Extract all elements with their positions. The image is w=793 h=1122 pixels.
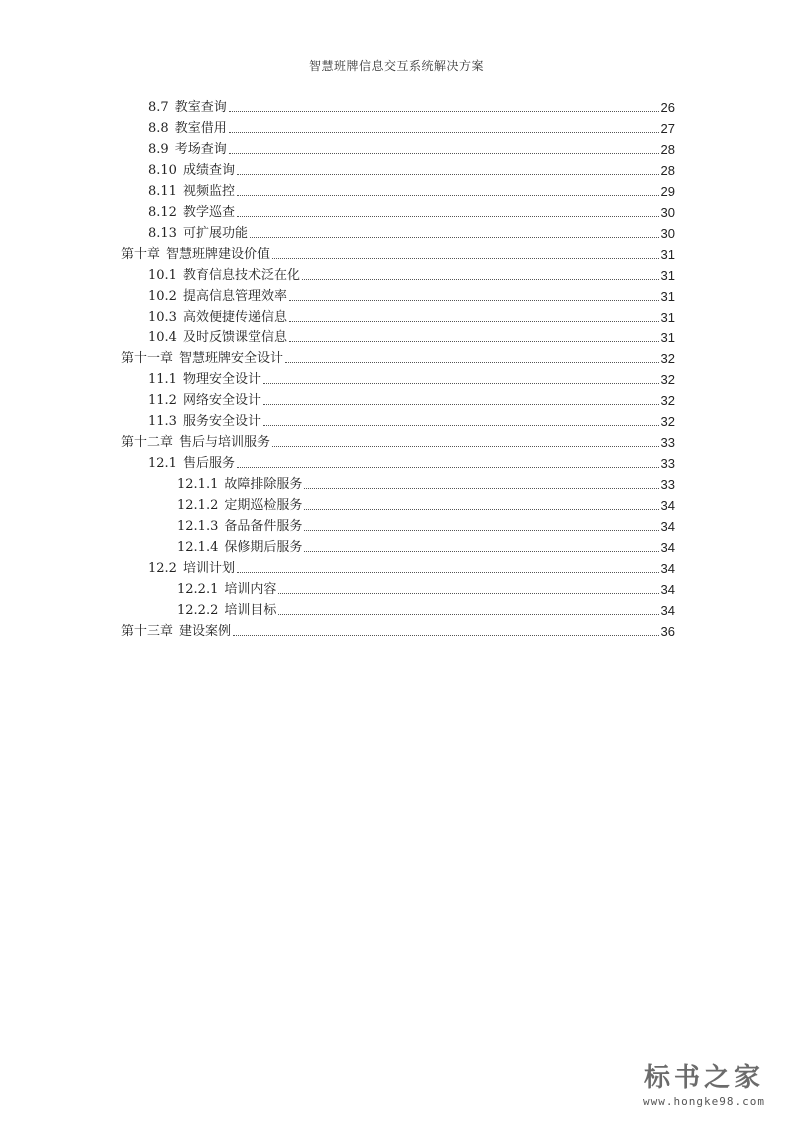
toc-entry-page: 34: [660, 539, 675, 555]
toc-entry-title: 培训目标: [224, 602, 277, 618]
toc-entry[interactable]: [148, 285, 675, 305]
toc-leader-dots: [250, 236, 659, 238]
toc-entry[interactable]: [121, 347, 675, 367]
toc-entry-number: 12.2.2: [177, 602, 219, 618]
toc-entry[interactable]: [148, 117, 675, 137]
toc-entry-title: 售后与培训服务: [179, 435, 271, 451]
toc-entry-label: [148, 372, 263, 388]
toc-leader-dots: [229, 131, 659, 133]
toc-entry-label: [148, 163, 237, 179]
toc-entry-number: 8.11: [148, 183, 177, 199]
toc-entry[interactable]: [177, 473, 675, 493]
toc-entry-label: [148, 205, 237, 221]
toc-entry-label: [148, 121, 229, 137]
toc-entry-label: [121, 247, 272, 263]
toc-entry-label: [177, 540, 304, 556]
toc-entry-number: 12.1.4: [177, 539, 219, 555]
toc-entry-page: 33: [660, 456, 675, 472]
toc-entry-number: 12.2.1: [177, 581, 219, 597]
toc-entry-page: 33: [660, 477, 675, 493]
toc-entry-title: 高效便捷传递信息: [182, 309, 287, 325]
toc-entry-page: 27: [660, 120, 675, 136]
toc-entry-title: 可扩展功能: [182, 225, 248, 241]
toc-leader-dots: [263, 424, 659, 426]
toc-entry[interactable]: [177, 599, 675, 619]
toc-leader-dots: [289, 320, 659, 322]
toc-entry-title: 教育信息技术泛在化: [182, 267, 300, 283]
toc-entry[interactable]: [148, 557, 675, 577]
toc-leader-dots: [272, 257, 659, 259]
toc-leader-dots: [304, 508, 658, 510]
toc-entry[interactable]: [177, 536, 675, 556]
toc-entry-page: 32: [660, 414, 675, 430]
toc-entry-title: 保修期后服务: [224, 539, 303, 555]
toc-entry[interactable]: [177, 578, 675, 598]
toc-entry-title: 培训内容: [224, 581, 277, 597]
toc-leader-dots: [263, 403, 659, 405]
toc-entry-title: 教室借用: [174, 120, 227, 136]
toc-entry-page: 34: [660, 602, 675, 618]
toc-entry-label: [148, 142, 229, 158]
toc-entry[interactable]: [148, 389, 675, 409]
toc-entry-page: 31: [660, 309, 675, 325]
toc-entry-label: [177, 498, 304, 514]
toc-entry-label: [121, 351, 285, 367]
toc-entry-title: 售后服务: [182, 456, 235, 472]
toc-leader-dots: [237, 194, 659, 196]
toc-entry-label: [148, 393, 263, 409]
toc-entry-page: 34: [660, 498, 675, 514]
toc-entry-title: 网络安全设计: [182, 393, 261, 409]
toc-entry-page: 34: [660, 560, 675, 576]
toc-entry-page: 31: [660, 288, 675, 304]
toc-entry[interactable]: [121, 243, 675, 263]
watermark-logo: 标书之家: [643, 1063, 764, 1093]
toc-entry-title: 智慧班牌建设价值: [166, 246, 271, 262]
toc-entry[interactable]: [148, 410, 675, 430]
toc-entry-label: [148, 561, 237, 577]
toc-entry-title: 物理安全设计: [182, 372, 261, 388]
toc-entry-title: 提高信息管理效率: [182, 288, 287, 304]
toc-leader-dots: [302, 278, 659, 280]
toc-entry-label: [148, 414, 263, 430]
toc-entry-label: [148, 289, 289, 305]
watermark-url: www.hongke98.com: [643, 1095, 765, 1108]
toc-leader-dots: [304, 550, 658, 552]
toc-leader-dots: [237, 173, 659, 175]
toc-leader-dots: [272, 445, 659, 447]
toc-entry-page: 32: [660, 351, 675, 367]
toc-entry-number: 10.2: [148, 288, 177, 304]
toc-entry[interactable]: [177, 515, 675, 535]
toc-entry-page: 30: [660, 204, 675, 220]
toc-entry-title: 建设案例: [179, 623, 232, 639]
toc-entry-title: 视频监控: [182, 183, 235, 199]
toc-entry-page: 26: [660, 100, 675, 115]
toc-entry-number: 11.1: [148, 372, 177, 388]
toc-entry-title: 备品备件服务: [224, 519, 303, 534]
toc-entry-number: 10.1: [148, 267, 177, 283]
toc-entry[interactable]: [148, 180, 675, 200]
toc-entry-page: 34: [660, 519, 675, 534]
toc-entry-page: 30: [660, 225, 675, 241]
toc-entry-label: [148, 310, 289, 326]
toc-entry-title: 故障排除服务: [224, 477, 303, 493]
toc-entry[interactable]: [121, 431, 675, 451]
toc-entry[interactable]: [148, 326, 675, 346]
toc-entry[interactable]: [148, 264, 675, 284]
toc-entry-number: 12.2: [148, 560, 177, 576]
toc-entry[interactable]: [177, 494, 675, 514]
toc-entry-title: 成绩查询: [182, 162, 235, 178]
toc-entry-title: 教学巡查: [182, 204, 235, 220]
toc-entry-number: 8.10: [148, 162, 177, 178]
toc-entry-page: 29: [660, 183, 675, 199]
toc-leader-dots: [285, 361, 659, 363]
toc-entry-number: 12.1.1: [177, 477, 219, 493]
page-header: 智慧班牌信息交互系统解决方案: [308, 59, 484, 73]
toc-entry-label: [148, 330, 289, 346]
toc-leader-dots: [237, 215, 659, 217]
toc-entry-page: 31: [660, 246, 675, 262]
toc-entry-page: 34: [660, 581, 675, 597]
toc-entry-number: 8.8: [148, 120, 169, 136]
toc-entry[interactable]: [121, 620, 675, 640]
toc-entry[interactable]: [148, 201, 675, 221]
toc-entry-number: 第十章: [121, 246, 161, 262]
toc-entry[interactable]: [148, 452, 675, 472]
toc-entry-number: 8.9: [148, 141, 169, 157]
toc-entry-title: 培训计划: [182, 560, 235, 576]
toc-entry-label: [148, 226, 250, 242]
watermark: [629, 1063, 779, 1108]
toc-entry-number: 8.7: [148, 100, 169, 115]
toc-leader-dots: [233, 634, 659, 636]
toc-entry-number: 第十一章: [121, 351, 174, 367]
toc-entry-label: [177, 519, 304, 535]
toc-entry-page: 36: [660, 623, 675, 639]
toc-entry-label: [148, 100, 229, 116]
toc-leader-dots: [289, 299, 659, 301]
toc-leader-dots: [237, 571, 659, 573]
toc-leader-dots: [278, 592, 658, 594]
toc-leader-dots: [289, 340, 659, 342]
toc-entry-label: [121, 624, 233, 640]
toc-entry-title: 考场查询: [174, 141, 227, 157]
toc-entry-page: 28: [660, 162, 675, 178]
toc-entry-page: 28: [660, 141, 675, 157]
toc-leader-dots: [304, 529, 658, 531]
toc-entry-number: 10.3: [148, 309, 177, 325]
toc-entry-number: 第十二章: [121, 435, 174, 451]
toc-entry-number: 12.1.2: [177, 498, 219, 514]
toc-entry-number: 12.1: [148, 456, 177, 472]
toc-entry-label: [121, 435, 272, 451]
toc-entry-title: 定期巡检服务: [224, 498, 303, 514]
toc-entry-title: 服务安全设计: [182, 414, 261, 430]
toc-entry-label: [148, 268, 302, 284]
toc-entry-label: [148, 184, 237, 200]
toc-entry-number: 8.12: [148, 204, 177, 220]
toc-entry-number: 8.13: [148, 225, 177, 241]
toc-entry-number: 11.3: [148, 414, 177, 430]
toc-entry-number: 第十三章: [121, 623, 174, 639]
toc-entry-page: 31: [660, 267, 675, 283]
toc-entry[interactable]: [148, 159, 675, 179]
toc-entry-label: [177, 477, 304, 493]
toc-entry[interactable]: [148, 222, 675, 242]
toc-entry-title: 教室查询: [174, 100, 227, 115]
toc-leader-dots: [229, 110, 659, 112]
toc-entry-number: 12.1.3: [177, 519, 219, 534]
toc-entry-label: [177, 582, 278, 598]
toc-entry[interactable]: [148, 138, 675, 158]
toc-entry-title: 及时反馈课堂信息: [182, 330, 287, 346]
toc-entry-number: 10.4: [148, 330, 177, 346]
toc-entry-page: 33: [660, 435, 675, 451]
toc-leader-dots: [263, 382, 659, 384]
toc-leader-dots: [237, 466, 659, 468]
toc-entry-label: [148, 456, 237, 472]
toc-leader-dots: [304, 487, 658, 489]
toc-entry[interactable]: [148, 96, 675, 116]
toc-entry-title: 智慧班牌安全设计: [179, 351, 284, 367]
toc-entry-page: 32: [660, 372, 675, 388]
toc-entry-label: [177, 603, 278, 619]
toc-leader-dots: [278, 613, 658, 615]
toc-entry-page: 32: [660, 393, 675, 409]
toc-entry[interactable]: [148, 306, 675, 326]
toc-leader-dots: [229, 152, 659, 154]
toc-entry-number: 11.2: [148, 393, 177, 409]
toc-entry[interactable]: [148, 368, 675, 388]
toc-entry-page: 31: [660, 330, 675, 346]
